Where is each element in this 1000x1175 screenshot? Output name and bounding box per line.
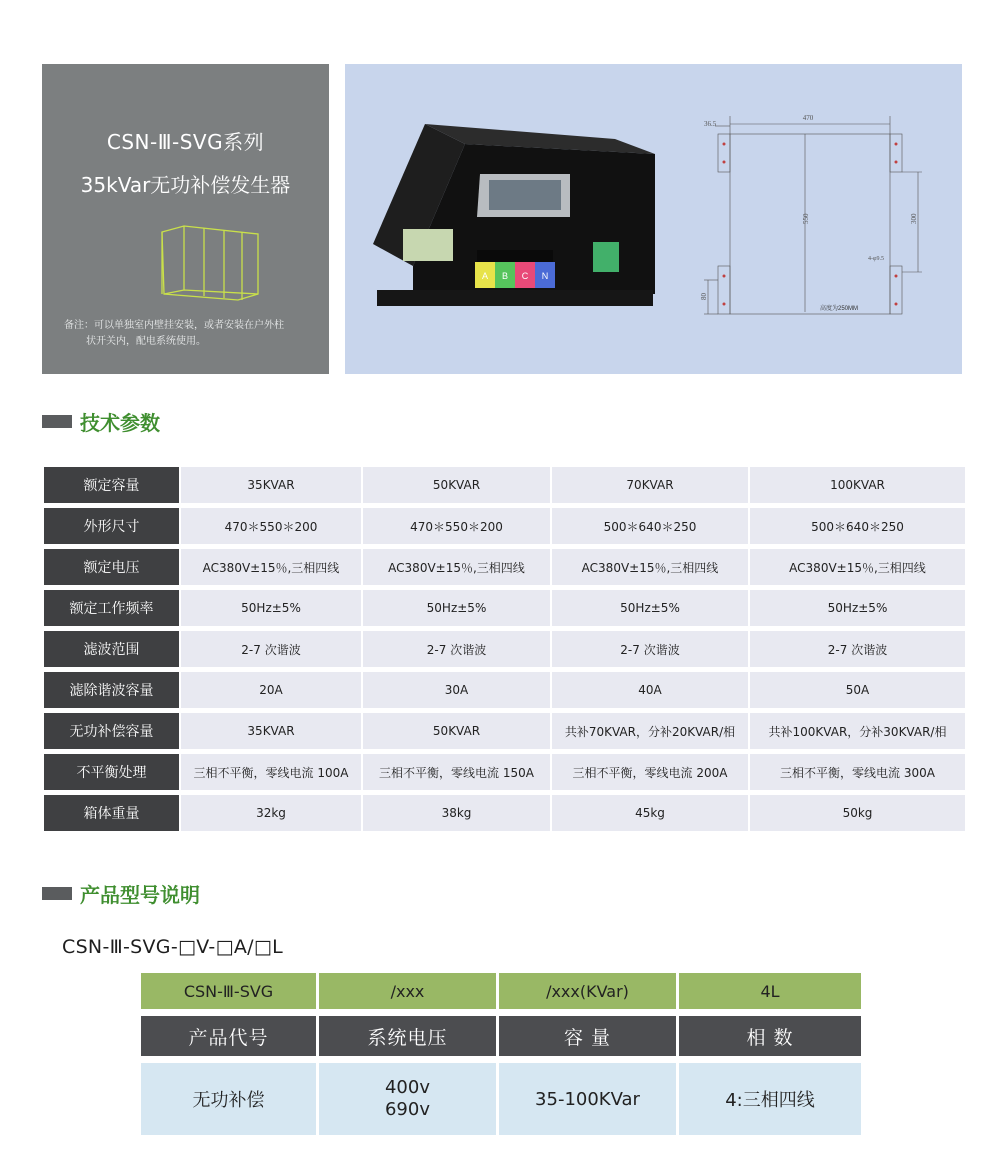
hero-note [64,318,314,350]
hero-panel-left [42,64,329,374]
table-cell: 100KVAR [750,467,965,503]
table-cell: 50Hz±5% [181,590,361,626]
section-marker-icon [42,887,72,900]
table-cell: AC380V±15％,三相四线 [552,549,748,585]
table-cell: 35KVAR [181,713,361,749]
dim-mount-label: 300 [910,213,918,224]
table-cell: 500＊640＊250 [552,508,748,544]
table-cell: 50KVAR [363,713,550,749]
model-code-cell: 4L [679,973,861,1009]
row-label: 无功补偿容量 [44,713,179,749]
row-label: 额定工作频率 [44,590,179,626]
table-cell: AC380V±15％,三相四线 [750,549,965,585]
row-label: 箱体重量 [44,795,179,831]
table-cell: 40A [552,672,748,708]
table-cell: 2-7 次谐波 [552,631,748,667]
table-cell: 38kg [363,795,550,831]
model-code-cell: /xxx(KVar) [499,973,676,1009]
table-row [44,467,965,503]
table-cell: 三相不平衡，零线电流 150A [363,754,550,790]
hero-title-product: 35kVar无功补偿发生器 [80,173,291,197]
hero-note-line1: 备注：可以单独室内壁挂安装，或者安装在户外柱 [64,320,284,331]
row-label: 滤除谐波容量 [44,672,179,708]
row-label: 不平衡处理 [44,754,179,790]
table-cell: AC380V±15％,三相四线 [363,549,550,585]
table-row [44,672,965,708]
table-row [44,549,965,585]
table-cell: 50Hz±5% [750,590,965,626]
phase-label-b: B [501,271,509,281]
dim-hole-label: 4-φ9.5 [868,256,884,262]
model-value-cell: 4:三相四线 [679,1063,861,1135]
model-header-cell: 相 数 [679,1016,861,1056]
table-cell: 32kg [181,795,361,831]
model-header-cell: 容 量 [499,1016,676,1056]
table-row [44,754,965,790]
row-label: 额定电压 [44,549,179,585]
section-marker-icon [42,415,72,428]
cabinet-outline-icon [154,224,264,304]
row-label: 额定容量 [44,467,179,503]
model-code: CSN-Ⅲ-SVG-□V-□A/□L [62,936,283,958]
table-cell: 共补100KVAR，分补30KVAR/相 [750,713,965,749]
table-cell: 50kg [750,795,965,831]
table-cell: 三相不平衡，零线电流 100A [181,754,361,790]
table-cell: 500＊640＊250 [750,508,965,544]
model-code-cell: /xxx [319,973,496,1009]
table-cell: 20A [181,672,361,708]
model-section-title: 产品型号说明 [80,882,200,907]
phase-label-c: C [521,271,529,281]
voltage-option: 400v [384,1077,430,1098]
table-row [44,508,965,544]
row-label: 外形尺寸 [44,508,179,544]
model-value-cell: 无功补偿 [141,1063,316,1135]
table-row [44,590,965,626]
table-cell: 2-7 次谐波 [181,631,361,667]
spec-section-title: 技术参数 [80,410,160,435]
table-cell: 三相不平衡，零线电流 200A [552,754,748,790]
dim-width-label: 470 [802,114,814,122]
model-value-cell: 35-100KVar [499,1063,676,1135]
phase-label-a: A [481,271,489,281]
table-cell: 30A [363,672,550,708]
hero-note-line2: 状开关内，配电系统使用。 [86,336,206,347]
hero-title-series: CSN-Ⅲ-SVG系列 [106,130,265,154]
table-row [44,631,965,667]
dim-bottom-label: 80 [700,293,708,300]
table-row [44,795,965,831]
table-cell: 三相不平衡，零线电流 300A [750,754,965,790]
spec-section-heading [42,408,160,434]
table-cell: 50Hz±5% [363,590,550,626]
model-header-cell: 系统电压 [319,1016,496,1056]
table-cell: 50Hz±5% [552,590,748,626]
table-cell: 470＊550＊200 [363,508,550,544]
table-cell: 2-7 次谐波 [750,631,965,667]
table-cell: AC380V±15％,三相四线 [181,549,361,585]
table-cell: 45kg [552,795,748,831]
dim-height-label: 550 [802,213,810,224]
model-value-cell [319,1063,496,1135]
table-cell: 50A [750,672,965,708]
voltage-option: 690v [384,1099,430,1120]
model-header-cell: 产品代号 [141,1016,316,1056]
model-code-cell: CSN-Ⅲ-SVG [141,973,316,1009]
model-section-heading [42,880,200,906]
table-cell: 共补70KVAR，分补20KVAR/相 [552,713,748,749]
table-row [44,713,965,749]
dimension-drawing [690,104,930,334]
hero-panel-right [345,64,962,374]
dim-offset-label: 36.5 [704,120,717,128]
table-cell: 470＊550＊200 [181,508,361,544]
svg-device-image [365,114,665,314]
phase-label-n: N [541,271,549,281]
table-cell: 70KVAR [552,467,748,503]
table-cell: 2-7 次谐波 [363,631,550,667]
row-label: 滤波范围 [44,631,179,667]
table-cell: 35KVAR [181,467,361,503]
table-cell: 50KVAR [363,467,550,503]
depth-note-label: 高度为250MM [820,306,859,312]
